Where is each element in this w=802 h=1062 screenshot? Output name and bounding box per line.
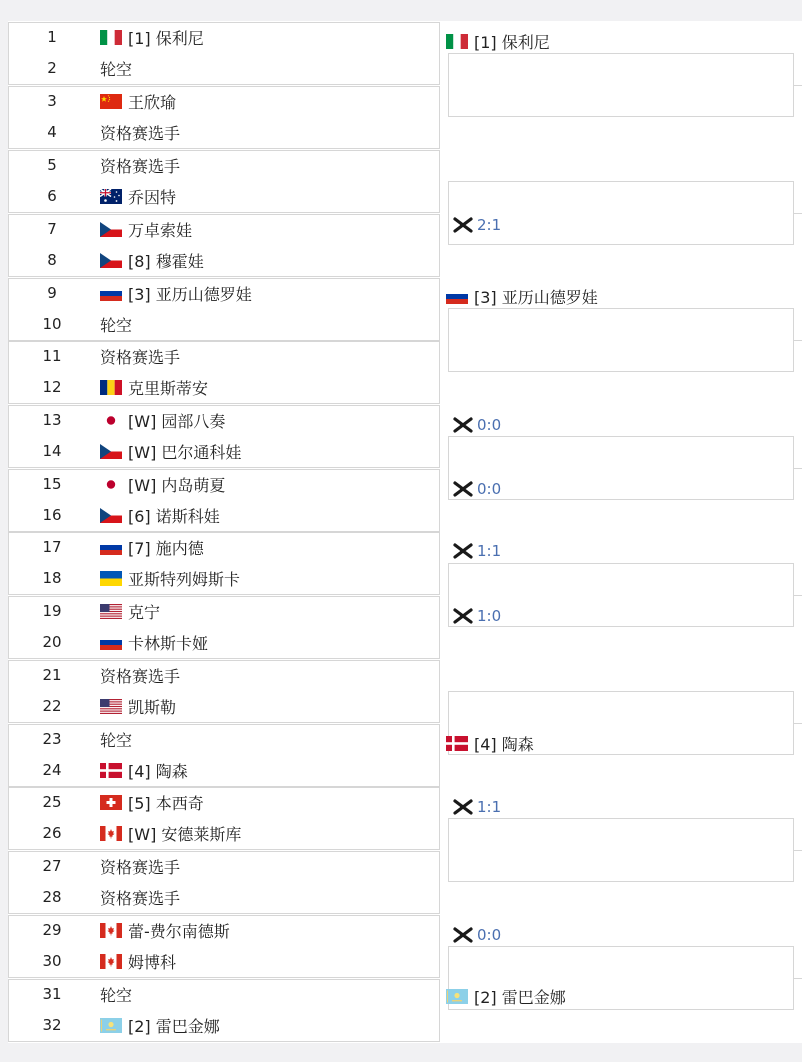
draw-row: [8, 850, 440, 882]
draw-position-number: 9: [47, 284, 57, 302]
player-name: [6] 诺斯科娃: [128, 506, 220, 526]
draw-row: [8, 817, 440, 849]
draw-position-number: 27: [42, 857, 62, 875]
bracket-connector: [794, 850, 802, 851]
draw-row: [8, 468, 440, 500]
player-name: [1] 保利尼: [128, 28, 204, 48]
draw-position-number: 17: [42, 538, 62, 556]
player-entry[interactable]: [100, 919, 230, 942]
player-name: [2] 雷巴金娜: [474, 987, 566, 1007]
player-name: 资格赛选手: [100, 347, 181, 367]
italy-flag-icon: [100, 30, 122, 45]
player-name: 资格赛选手: [100, 123, 181, 143]
player-entry[interactable]: [100, 600, 160, 623]
match-score[interactable]: [452, 539, 501, 563]
player-name: 资格赛选手: [100, 857, 181, 877]
player-entry[interactable]: [100, 504, 220, 527]
player-name: [3] 亚历山德罗娃: [128, 284, 252, 304]
player-entry[interactable]: [100, 567, 240, 590]
player-name: [4] 陶森: [474, 734, 534, 754]
draw-row: [8, 213, 440, 245]
draw-position-number: 21: [42, 666, 62, 684]
draw-row: [8, 690, 440, 722]
draw-row: [8, 945, 440, 977]
player-entry[interactable]: [100, 376, 208, 399]
advanced-player[interactable]: [446, 29, 550, 53]
bracket-connector: [794, 468, 802, 469]
draw-position-number: 13: [42, 411, 62, 429]
second-round-match: [448, 53, 794, 117]
japan-flag-icon: [100, 413, 122, 428]
player-name: 亚斯特列姆斯卡: [128, 569, 241, 589]
player-entry[interactable]: [100, 345, 180, 368]
player-entry[interactable]: [100, 950, 176, 973]
draw-position-number: 4: [47, 123, 57, 141]
draw-row: [8, 881, 440, 913]
second-round-match: [448, 818, 794, 882]
draw-row: [8, 404, 440, 436]
player-name: [W] 园部八奏: [128, 411, 226, 431]
bracket-connector: [794, 340, 802, 341]
italy-flag-icon: [446, 34, 468, 49]
advanced-player[interactable]: [446, 284, 598, 308]
draw-position-number: 15: [42, 475, 62, 493]
bracket-connector: [794, 595, 802, 596]
player-entry[interactable]: [100, 536, 204, 559]
draw-position-number: 18: [42, 569, 62, 587]
draw-row: [8, 180, 440, 212]
draw-position-number: 12: [42, 378, 62, 396]
player-entry[interactable]: [100, 664, 180, 687]
switzerland-flag-icon: [100, 795, 122, 810]
player-name: [W] 安德莱斯库: [128, 824, 242, 844]
player-entry[interactable]: [100, 855, 180, 878]
advanced-player[interactable]: [446, 731, 534, 755]
draw-row: [8, 786, 440, 818]
player-entry[interactable]: [100, 154, 180, 177]
head-to-head-icon: [452, 543, 474, 559]
player-name: 乔因特: [128, 187, 177, 207]
draw-position-number: 24: [42, 761, 62, 779]
player-entry[interactable]: [100, 313, 132, 336]
draw-row: [8, 754, 440, 786]
bracket-connector: [794, 85, 802, 86]
draw-row: [8, 435, 440, 467]
player-entry[interactable]: [100, 185, 176, 208]
player-name: 克里斯蒂安: [128, 378, 209, 398]
player-name: 卡林斯卡娅: [128, 633, 209, 653]
player-name: [W] 巴尔通科娃: [128, 442, 242, 462]
player-entry[interactable]: [100, 822, 241, 845]
draw-position-number: 30: [42, 952, 62, 970]
draw-row: [8, 52, 440, 84]
ukraine-flag-icon: [100, 571, 122, 586]
draw-position-number: 14: [42, 442, 62, 460]
draw-position-number: 5: [47, 156, 57, 174]
player-entry[interactable]: [100, 886, 180, 909]
draw-position-number: 22: [42, 697, 62, 715]
player-entry[interactable]: [100, 728, 132, 751]
player-entry[interactable]: [100, 473, 225, 496]
player-entry[interactable]: [100, 759, 188, 782]
draw-row: [8, 531, 440, 563]
draw-position-number: 20: [42, 633, 62, 651]
bracket-connector: [794, 213, 802, 214]
draw-position-number: 6: [47, 187, 57, 205]
draw-row: [8, 723, 440, 755]
player-entry[interactable]: [100, 440, 241, 463]
draw-row: [8, 914, 440, 946]
player-name: 王欣瑜: [128, 92, 177, 112]
second-round-match: [448, 308, 794, 372]
score-value: 0:0: [477, 926, 502, 944]
player-entry[interactable]: [100, 409, 225, 432]
bracket-connector: [794, 723, 802, 724]
draw-row: [8, 308, 440, 340]
canada-flag-icon: [100, 954, 122, 969]
draw-row: [8, 562, 440, 594]
draw-row: [8, 244, 440, 276]
draw-row: [8, 595, 440, 627]
draw-row: [8, 371, 440, 403]
player-name: 姆博科: [128, 952, 177, 972]
match-score[interactable]: [452, 213, 501, 237]
player-name: [1] 保利尼: [474, 32, 550, 52]
score-value: 0:0: [477, 416, 502, 434]
player-name: [7] 施内德: [128, 538, 204, 558]
draw-position-number: 1: [47, 28, 57, 46]
draw-position-number: 32: [42, 1016, 62, 1034]
head-to-head-icon: [452, 417, 474, 433]
draw-row: [8, 149, 440, 181]
draw-row: [8, 626, 440, 658]
head-to-head-icon: [452, 608, 474, 624]
usa-flag-icon: [100, 699, 122, 714]
player-name: 轮空: [100, 985, 133, 1005]
draw-row: [8, 659, 440, 691]
player-name: 克宁: [128, 602, 161, 622]
draw-position-number: 10: [42, 315, 62, 333]
player-name: 资格赛选手: [100, 666, 181, 686]
russia-flag-icon: [446, 289, 468, 304]
player-entry[interactable]: [100, 249, 204, 272]
canada-flag-icon: [100, 826, 122, 841]
czech-flag-icon: [100, 253, 122, 268]
bracket-connector: [794, 978, 802, 979]
player-entry[interactable]: [100, 26, 204, 49]
head-to-head-icon: [452, 217, 474, 233]
player-name: [8] 穆霍娃: [128, 251, 204, 271]
draw-position-number: 11: [42, 347, 62, 365]
draw-row: [8, 21, 440, 53]
player-name: 资格赛选手: [100, 888, 181, 908]
draw-row: [8, 1009, 440, 1041]
russia-flag-icon: [100, 635, 122, 650]
player-entry[interactable]: [100, 57, 132, 80]
kazakhstan-flag-icon: [446, 989, 468, 1004]
japan-flag-icon: [100, 477, 122, 492]
draw-position-number: 16: [42, 506, 62, 524]
player-name: 资格赛选手: [100, 156, 181, 176]
player-entry[interactable]: [100, 282, 252, 305]
player-entry[interactable]: [100, 1014, 220, 1037]
player-entry[interactable]: [100, 983, 132, 1006]
russia-flag-icon: [100, 286, 122, 301]
head-to-head-icon: [452, 799, 474, 815]
draw-row: [8, 499, 440, 531]
player-name: [W] 内岛萌夏: [128, 475, 226, 495]
match-score[interactable]: [452, 795, 501, 819]
draw-position-number: 31: [42, 985, 62, 1003]
draw-position-number: 8: [47, 251, 57, 269]
draw-row: [8, 116, 440, 148]
draw-position-number: 28: [42, 888, 62, 906]
score-value: 1:1: [477, 542, 502, 560]
canada-flag-icon: [100, 923, 122, 938]
player-entry[interactable]: [100, 791, 204, 814]
denmark-flag-icon: [100, 763, 122, 778]
match-score[interactable]: [452, 413, 501, 437]
match-score[interactable]: [452, 604, 501, 628]
draw-position-number: 7: [47, 220, 57, 238]
player-name: 轮空: [100, 730, 133, 750]
player-name: [5] 本西奇: [128, 793, 204, 813]
czech-flag-icon: [100, 508, 122, 523]
player-entry[interactable]: [100, 695, 176, 718]
player-name: [2] 雷巴金娜: [128, 1016, 220, 1036]
player-name: 凯斯勒: [128, 697, 177, 717]
kazakhstan-flag-icon: [100, 1018, 122, 1033]
player-entry[interactable]: [100, 631, 208, 654]
draw-row: [8, 978, 440, 1010]
draw-panel: [8, 21, 802, 1043]
player-entry[interactable]: [100, 121, 180, 144]
draw-position-number: 29: [42, 921, 62, 939]
score-value: 1:1: [477, 798, 502, 816]
score-value: 0:0: [477, 480, 502, 498]
usa-flag-icon: [100, 604, 122, 619]
player-entry[interactable]: [100, 90, 176, 113]
match-score[interactable]: [452, 477, 501, 501]
advanced-player[interactable]: [446, 984, 566, 1008]
czech-flag-icon: [100, 222, 122, 237]
russia-flag-icon: [100, 540, 122, 555]
head-to-head-icon: [452, 481, 474, 497]
player-name: [4] 陶森: [128, 761, 188, 781]
score-value: 1:0: [477, 607, 502, 625]
player-entry[interactable]: [100, 218, 192, 241]
draw-position-number: 23: [42, 730, 62, 748]
score-value: 2:1: [477, 216, 502, 234]
romania-flag-icon: [100, 380, 122, 395]
draw-row: [8, 85, 440, 117]
player-name: 万卓索娃: [128, 220, 193, 240]
draw-position-number: 25: [42, 793, 62, 811]
head-to-head-icon: [452, 927, 474, 943]
player-name: [3] 亚历山德罗娃: [474, 287, 598, 307]
player-name: 轮空: [100, 59, 133, 79]
china-flag-icon: [100, 94, 122, 109]
player-name: 轮空: [100, 315, 133, 335]
draw-position-number: 19: [42, 602, 62, 620]
draw-row: [8, 340, 440, 372]
draw-row: [8, 277, 440, 309]
match-score[interactable]: [452, 923, 501, 947]
denmark-flag-icon: [446, 736, 468, 751]
draw-position-number: 2: [47, 59, 57, 77]
player-name: 蕾-费尔南德斯: [128, 921, 230, 941]
australia-flag-icon: [100, 189, 122, 204]
draw-position-number: 3: [47, 92, 57, 110]
draw-position-number: 26: [42, 824, 62, 842]
czech-flag-icon: [100, 444, 122, 459]
